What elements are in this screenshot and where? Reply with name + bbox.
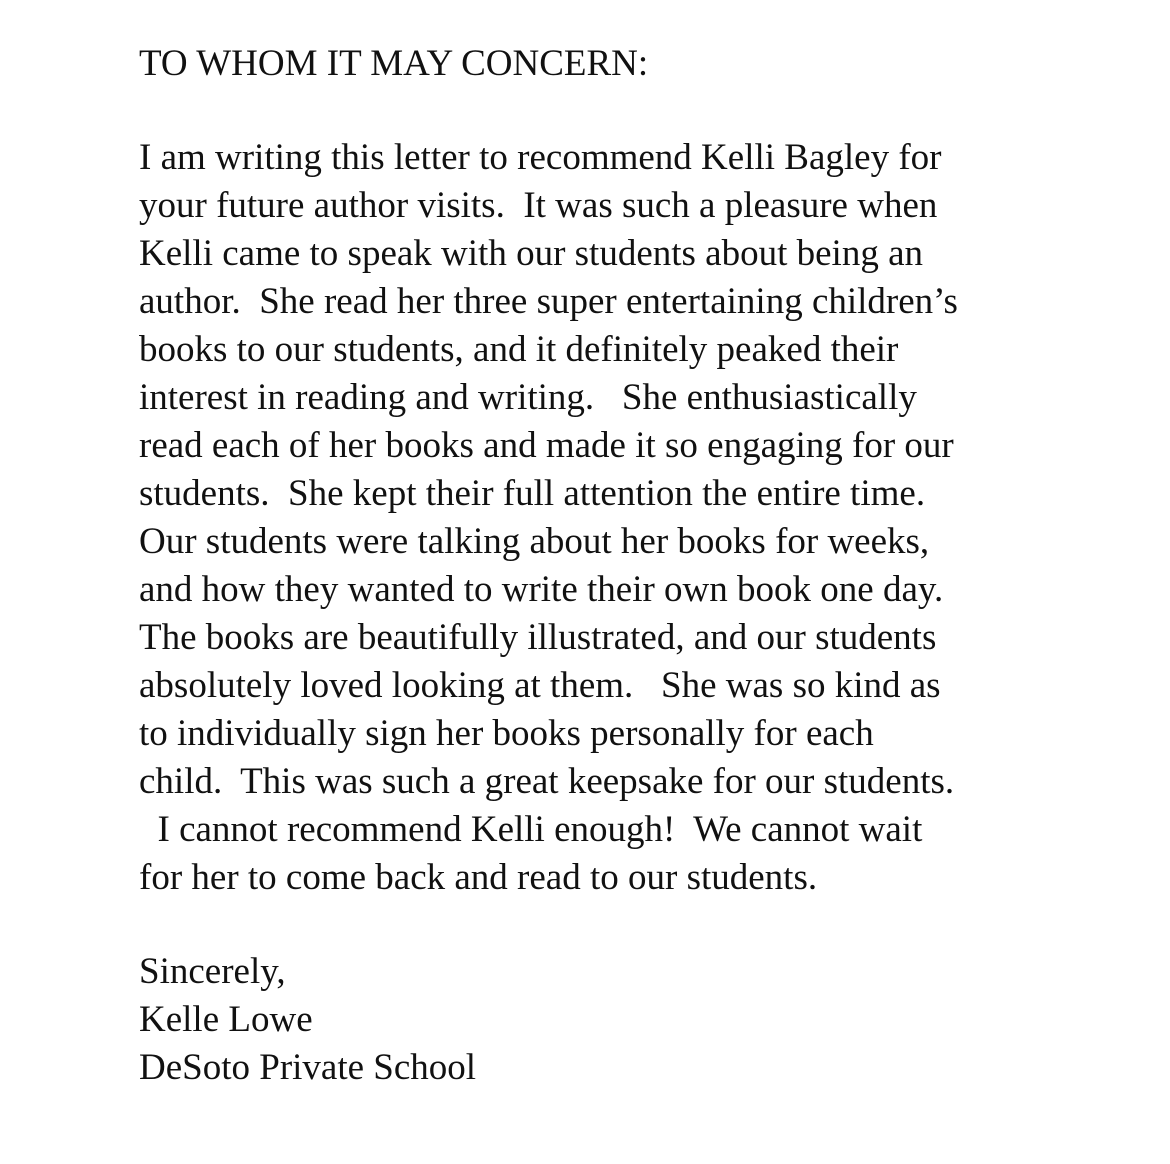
letter-body — [139, 134, 1139, 902]
recommendation-letter — [139, 40, 1139, 1092]
signer-name: Kelle Lowe — [139, 999, 313, 1040]
body-line: students. She kept their full attention the entire time. — [139, 473, 926, 514]
body-line: books to our students, and it definitely peaked their — [139, 329, 899, 370]
body-line: child. This was such a great keepsake for our students. — [139, 761, 955, 802]
closing: Sincerely, — [139, 951, 286, 992]
body-line: Kelli came to speak with our students about being an — [139, 233, 924, 274]
body-line: absolutely loved looking at them. She was so kind as — [139, 665, 941, 706]
body-line: read each of her books and made it so engaging for our — [139, 425, 954, 466]
body-line: for her to come back and read to our students. — [139, 857, 818, 898]
body-line: to individually sign her books personally for each — [139, 713, 874, 754]
organization-name: DeSoto Private School — [139, 1047, 477, 1088]
body-line: The books are beautifully illustrated, and our students — [139, 617, 937, 658]
body-line: Our students were talking about her books for weeks, — [139, 521, 930, 562]
body-line: your future author visits. It was such a pleasure when — [139, 185, 938, 226]
body-line: and how they wanted to write their own book one day. — [139, 569, 944, 610]
salutation: TO WHOM IT MAY CONCERN: — [139, 43, 649, 84]
body-line: interest in reading and writing. She enthusiastically — [139, 377, 917, 418]
body-line: I cannot recommend Kelli enough! We cannot wait — [139, 809, 923, 850]
body-line: author. She read her three super entertaining children’s — [139, 281, 958, 322]
body-line: I am writing this letter to recommend Kelli Bagley for — [139, 137, 942, 178]
signature-block — [139, 948, 1139, 1092]
